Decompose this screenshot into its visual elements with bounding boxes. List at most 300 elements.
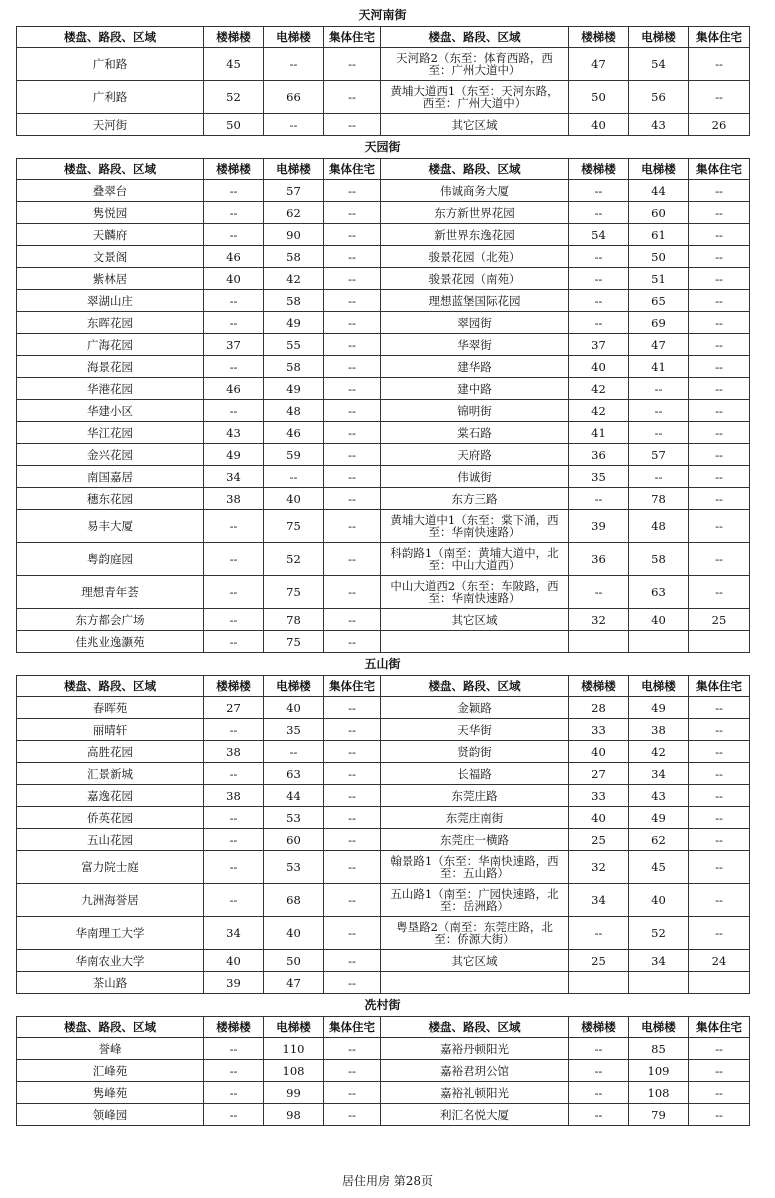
area-name-cell: 天河街	[17, 114, 204, 136]
table-row	[17, 224, 750, 246]
price-cell: 90	[264, 224, 324, 246]
price-cell: --	[324, 829, 381, 851]
table-row	[17, 268, 750, 290]
price-cell: --	[689, 180, 750, 202]
area-name-cell: 易丰大厦	[17, 510, 204, 543]
price-cell: 58	[264, 246, 324, 268]
price-cell: 38	[629, 719, 689, 741]
area-name-cell: 利汇名悦大厦	[381, 1104, 569, 1126]
price-cell: 59	[264, 444, 324, 466]
column-header: 楼梯楼	[204, 676, 264, 697]
area-name-cell: 侨英花园	[17, 807, 204, 829]
table-row	[17, 81, 750, 114]
price-cell: --	[689, 48, 750, 81]
price-cell: 57	[629, 444, 689, 466]
price-cell: --	[324, 81, 381, 114]
area-name-cell: 粤韵庭园	[17, 543, 204, 576]
price-table	[16, 158, 750, 653]
column-header: 集体住宅	[324, 676, 381, 697]
area-name-cell: 其它区域	[381, 114, 569, 136]
price-cell: --	[689, 576, 750, 609]
table-row	[17, 1060, 750, 1082]
price-cell: --	[689, 378, 750, 400]
table-row	[17, 422, 750, 444]
column-header: 集体住宅	[689, 676, 750, 697]
price-cell: 36	[569, 444, 629, 466]
price-cell: --	[324, 334, 381, 356]
price-cell: --	[689, 268, 750, 290]
price-cell: 42	[569, 400, 629, 422]
price-cell: 75	[264, 576, 324, 609]
price-cell: --	[689, 202, 750, 224]
column-header: 电梯楼	[264, 1017, 324, 1038]
column-header: 楼梯楼	[569, 159, 629, 180]
price-cell: 37	[569, 334, 629, 356]
price-cell: 40	[264, 697, 324, 719]
price-cell: --	[324, 202, 381, 224]
area-name-cell: 东方新世界花园	[381, 202, 569, 224]
price-cell: --	[689, 1104, 750, 1126]
price-cell: --	[324, 224, 381, 246]
price-cell: 43	[629, 114, 689, 136]
price-cell: 45	[629, 851, 689, 884]
price-cell: --	[689, 246, 750, 268]
area-name-cell: 新世界东逸花园	[381, 224, 569, 246]
price-cell: --	[629, 400, 689, 422]
price-cell: 49	[629, 697, 689, 719]
area-name-cell: 五山花园	[17, 829, 204, 851]
price-cell: 47	[264, 972, 324, 994]
price-cell: --	[689, 1060, 750, 1082]
price-cell: --	[689, 851, 750, 884]
price-cell: --	[324, 400, 381, 422]
area-name-cell: 汇峰苑	[17, 1060, 204, 1082]
price-cell: 58	[264, 356, 324, 378]
price-cell: 40	[569, 356, 629, 378]
price-cell: --	[324, 1038, 381, 1060]
price-cell: --	[324, 466, 381, 488]
price-cell: --	[569, 180, 629, 202]
price-cell: 60	[629, 202, 689, 224]
price-cell: 34	[569, 884, 629, 917]
price-cell: --	[569, 1104, 629, 1126]
price-cell: --	[204, 510, 264, 543]
price-cell: 47	[569, 48, 629, 81]
table-row	[17, 48, 750, 81]
price-cell: --	[569, 312, 629, 334]
column-header: 楼盘、路段、区域	[381, 1017, 569, 1038]
price-cell: --	[689, 81, 750, 114]
price-cell: 58	[629, 543, 689, 576]
price-cell: 44	[264, 785, 324, 807]
price-cell: 49	[629, 807, 689, 829]
price-cell: --	[689, 290, 750, 312]
table-row	[17, 719, 750, 741]
price-cell: --	[324, 697, 381, 719]
column-header: 集体住宅	[324, 159, 381, 180]
table-row	[17, 543, 750, 576]
area-name-cell: 领峰园	[17, 1104, 204, 1126]
price-cell: 38	[204, 741, 264, 763]
price-cell: 35	[569, 466, 629, 488]
column-header: 集体住宅	[689, 159, 750, 180]
price-cell: 55	[264, 334, 324, 356]
price-cell: --	[324, 763, 381, 785]
price-cell: 53	[264, 851, 324, 884]
table-row	[17, 697, 750, 719]
price-cell: 60	[264, 829, 324, 851]
price-cell: --	[324, 950, 381, 972]
area-name-cell: 富力院士庭	[17, 851, 204, 884]
price-cell: 85	[629, 1038, 689, 1060]
area-name-cell: 骏景花园（南苑）	[381, 268, 569, 290]
price-cell: --	[569, 246, 629, 268]
price-cell: --	[204, 180, 264, 202]
section-title: 冼村街	[364, 998, 401, 1012]
price-cell: --	[689, 334, 750, 356]
table-row	[17, 741, 750, 763]
price-cell: --	[204, 851, 264, 884]
price-cell: --	[689, 829, 750, 851]
price-cell: 52	[629, 917, 689, 950]
area-name-cell: 紫林居	[17, 268, 204, 290]
table-row	[17, 378, 750, 400]
price-cell: 34	[629, 950, 689, 972]
column-header: 集体住宅	[689, 27, 750, 48]
table-row	[17, 972, 750, 994]
price-cell: 52	[264, 543, 324, 576]
price-cell: 61	[629, 224, 689, 246]
table-row	[17, 884, 750, 917]
price-cell: 63	[264, 763, 324, 785]
area-name-cell: 茶山路	[17, 972, 204, 994]
price-cell: --	[324, 268, 381, 290]
price-cell: --	[324, 48, 381, 81]
price-cell: --	[689, 312, 750, 334]
column-header: 楼盘、路段、区域	[381, 159, 569, 180]
price-cell: --	[689, 400, 750, 422]
price-cell: --	[324, 631, 381, 653]
price-cell: --	[689, 444, 750, 466]
price-cell: 48	[629, 510, 689, 543]
price-cell: 68	[264, 884, 324, 917]
price-cell: --	[204, 1038, 264, 1060]
area-name-cell: 金颖路	[381, 697, 569, 719]
area-name-cell: 华港花园	[17, 378, 204, 400]
table-row	[17, 466, 750, 488]
price-cell: --	[569, 576, 629, 609]
price-cell: 40	[264, 917, 324, 950]
price-cell: 41	[569, 422, 629, 444]
price-cell: 39	[569, 510, 629, 543]
table-row	[17, 785, 750, 807]
price-cell: 110	[264, 1038, 324, 1060]
table-row	[17, 202, 750, 224]
price-cell: 25	[569, 829, 629, 851]
price-cell: 44	[629, 180, 689, 202]
column-header: 楼盘、路段、区域	[381, 27, 569, 48]
price-cell: 49	[204, 444, 264, 466]
price-cell: 37	[204, 334, 264, 356]
price-cell: 57	[264, 180, 324, 202]
column-header: 楼盘、路段、区域	[17, 27, 204, 48]
area-name-cell: 嘉裕丹顿阳光	[381, 1038, 569, 1060]
price-cell: --	[689, 785, 750, 807]
price-cell: 99	[264, 1082, 324, 1104]
price-cell: --	[689, 1082, 750, 1104]
price-cell: 25	[689, 609, 750, 631]
price-cell: --	[689, 224, 750, 246]
price-cell: 50	[629, 246, 689, 268]
area-name-cell: 华南理工大学	[17, 917, 204, 950]
price-cell: 50	[569, 81, 629, 114]
price-cell: --	[204, 400, 264, 422]
price-cell: --	[689, 1038, 750, 1060]
price-cell: --	[324, 246, 381, 268]
price-cell: 26	[689, 114, 750, 136]
price-cell: --	[324, 444, 381, 466]
area-name-cell: 建华路	[381, 356, 569, 378]
price-cell: --	[569, 488, 629, 510]
price-cell: --	[324, 719, 381, 741]
table-row	[17, 807, 750, 829]
area-name-cell: 翰景路1（东至：华南快速路，西至：五山路）	[381, 851, 569, 884]
area-name-cell: 东方都会广场	[17, 609, 204, 631]
area-name-cell: 粤垦路2（南至：东莞庄路，北至：侨源大街）	[381, 917, 569, 950]
price-cell: --	[629, 422, 689, 444]
column-header: 电梯楼	[264, 27, 324, 48]
price-cell: --	[204, 202, 264, 224]
price-cell: 40	[629, 609, 689, 631]
document-page	[16, 5, 749, 1127]
area-name-cell: 东晖花园	[17, 312, 204, 334]
column-header: 集体住宅	[324, 1017, 381, 1038]
price-cell: 62	[629, 829, 689, 851]
area-name-cell: 贤韵街	[381, 741, 569, 763]
price-cell: 24	[689, 950, 750, 972]
price-cell: 62	[264, 202, 324, 224]
area-name-cell: 嘉裕君玥公馆	[381, 1060, 569, 1082]
price-cell: 45	[204, 48, 264, 81]
price-cell: 36	[569, 543, 629, 576]
price-cell: 47	[629, 334, 689, 356]
price-cell: 38	[204, 488, 264, 510]
price-cell: --	[324, 851, 381, 884]
price-cell: --	[204, 719, 264, 741]
area-name-cell: 汇景新城	[17, 763, 204, 785]
price-cell: --	[264, 114, 324, 136]
price-cell: 46	[204, 246, 264, 268]
table-row	[17, 180, 750, 202]
area-name-cell: 伟诚街	[381, 466, 569, 488]
price-cell: --	[204, 763, 264, 785]
table-row	[17, 576, 750, 609]
column-header: 楼梯楼	[569, 676, 629, 697]
area-name-cell: 春晖苑	[17, 697, 204, 719]
price-cell: 108	[629, 1082, 689, 1104]
price-cell: --	[689, 719, 750, 741]
column-header: 电梯楼	[629, 159, 689, 180]
price-cell: 49	[264, 312, 324, 334]
price-cell: 25	[569, 950, 629, 972]
price-cell: 40	[569, 741, 629, 763]
area-name-cell: 华翠街	[381, 334, 569, 356]
price-cell: --	[324, 114, 381, 136]
column-header: 集体住宅	[689, 1017, 750, 1038]
price-cell: 66	[264, 81, 324, 114]
price-cell	[689, 631, 750, 653]
price-cell: --	[689, 917, 750, 950]
area-name-cell: 金兴花园	[17, 444, 204, 466]
price-cell: 65	[629, 290, 689, 312]
column-header: 楼盘、路段、区域	[17, 1017, 204, 1038]
area-name-cell: 嘉裕礼顿阳光	[381, 1082, 569, 1104]
price-cell: --	[689, 356, 750, 378]
column-header: 楼盘、路段、区域	[17, 676, 204, 697]
table-row	[17, 290, 750, 312]
table-header-row	[17, 27, 750, 48]
area-name-cell: 棠石路	[381, 422, 569, 444]
price-cell: 43	[629, 785, 689, 807]
area-name-cell: 九洲海誉居	[17, 884, 204, 917]
price-cell: 52	[204, 81, 264, 114]
price-cell: 108	[264, 1060, 324, 1082]
area-name-cell: 天麟府	[17, 224, 204, 246]
price-cell: 53	[264, 807, 324, 829]
price-cell: --	[569, 917, 629, 950]
table-row	[17, 763, 750, 785]
area-name-cell: 理想蓝堡国际花园	[381, 290, 569, 312]
price-cell	[569, 972, 629, 994]
area-name-cell: 丽晴轩	[17, 719, 204, 741]
column-header: 楼盘、路段、区域	[17, 159, 204, 180]
area-name-cell: 翠园街	[381, 312, 569, 334]
price-cell: --	[569, 1060, 629, 1082]
price-cell: 39	[204, 972, 264, 994]
price-cell	[629, 972, 689, 994]
price-cell: --	[204, 576, 264, 609]
price-cell: 78	[264, 609, 324, 631]
area-name-cell: 黄埔大道中1（东至：棠下涌，西至：华南快速路）	[381, 510, 569, 543]
area-name-cell: 叠翠台	[17, 180, 204, 202]
price-cell: 34	[629, 763, 689, 785]
section-title: 五山街	[364, 657, 401, 671]
area-name-cell: 骏景花园（北苑）	[381, 246, 569, 268]
column-header: 楼梯楼	[569, 1017, 629, 1038]
area-name-cell: 天府路	[381, 444, 569, 466]
table-header-row	[17, 1017, 750, 1038]
price-cell: --	[324, 312, 381, 334]
price-cell: 41	[629, 356, 689, 378]
price-cell: --	[324, 543, 381, 576]
area-name-cell: 广和路	[17, 48, 204, 81]
column-header: 电梯楼	[264, 676, 324, 697]
price-cell: 40	[204, 950, 264, 972]
column-header: 电梯楼	[629, 676, 689, 697]
section-title: 天园街	[364, 140, 401, 154]
price-cell: 79	[629, 1104, 689, 1126]
price-cell: 54	[569, 224, 629, 246]
price-cell: 63	[629, 576, 689, 609]
price-cell: --	[689, 466, 750, 488]
price-cell: 27	[569, 763, 629, 785]
price-cell: --	[689, 741, 750, 763]
page-footer: 居住用房 第28页	[341, 1174, 434, 1188]
price-cell: 42	[264, 268, 324, 290]
table-row	[17, 246, 750, 268]
price-cell: --	[324, 488, 381, 510]
table-header-row	[17, 159, 750, 180]
area-name-cell: 穗东花园	[17, 488, 204, 510]
area-name-cell: 锦明街	[381, 400, 569, 422]
price-cell: --	[629, 466, 689, 488]
price-cell: --	[324, 1104, 381, 1126]
area-name-cell: 广利路	[17, 81, 204, 114]
price-cell	[629, 631, 689, 653]
price-cell: 69	[629, 312, 689, 334]
price-cell: 54	[629, 48, 689, 81]
price-cell: 34	[204, 466, 264, 488]
table-row	[17, 1104, 750, 1126]
price-cell: 50	[204, 114, 264, 136]
price-cell: 98	[264, 1104, 324, 1126]
price-cell: --	[324, 378, 381, 400]
price-cell: 40	[264, 488, 324, 510]
price-cell: --	[204, 609, 264, 631]
price-cell: --	[204, 356, 264, 378]
table-row	[17, 851, 750, 884]
price-cell: 58	[264, 290, 324, 312]
table-row	[17, 609, 750, 631]
price-cell: --	[204, 1082, 264, 1104]
price-cell: 27	[204, 697, 264, 719]
price-cell: 32	[569, 851, 629, 884]
price-cell: --	[324, 917, 381, 950]
price-cell: --	[324, 741, 381, 763]
price-cell: --	[324, 609, 381, 631]
area-name-cell: 誉峰	[17, 1038, 204, 1060]
price-cell: --	[324, 180, 381, 202]
price-cell: 34	[204, 917, 264, 950]
price-cell: 43	[204, 422, 264, 444]
section-title: 天河南街	[358, 8, 407, 22]
column-header: 楼梯楼	[204, 1017, 264, 1038]
price-cell: --	[204, 631, 264, 653]
area-name-cell: 五山路1（南至：广园快速路，北至：岳洲路）	[381, 884, 569, 917]
price-table	[16, 26, 750, 136]
area-name-cell: 南国嘉居	[17, 466, 204, 488]
table-row	[17, 510, 750, 543]
table-row	[17, 917, 750, 950]
price-cell: 46	[204, 378, 264, 400]
price-cell: --	[204, 807, 264, 829]
price-cell: --	[324, 807, 381, 829]
price-cell: 50	[264, 950, 324, 972]
price-cell: --	[264, 741, 324, 763]
area-name-cell: 华建小区	[17, 400, 204, 422]
price-cell: 35	[264, 719, 324, 741]
price-cell: --	[324, 1082, 381, 1104]
price-cell: --	[689, 763, 750, 785]
price-cell: --	[689, 510, 750, 543]
area-name-cell: 东莞庄路	[381, 785, 569, 807]
area-name-cell: 黄埔大道西1（东至：天河东路，西至：广州大道中）	[381, 81, 569, 114]
area-name-cell	[381, 631, 569, 653]
price-cell: 38	[204, 785, 264, 807]
price-table	[16, 675, 750, 994]
price-cell: --	[204, 290, 264, 312]
table-row	[17, 1038, 750, 1060]
